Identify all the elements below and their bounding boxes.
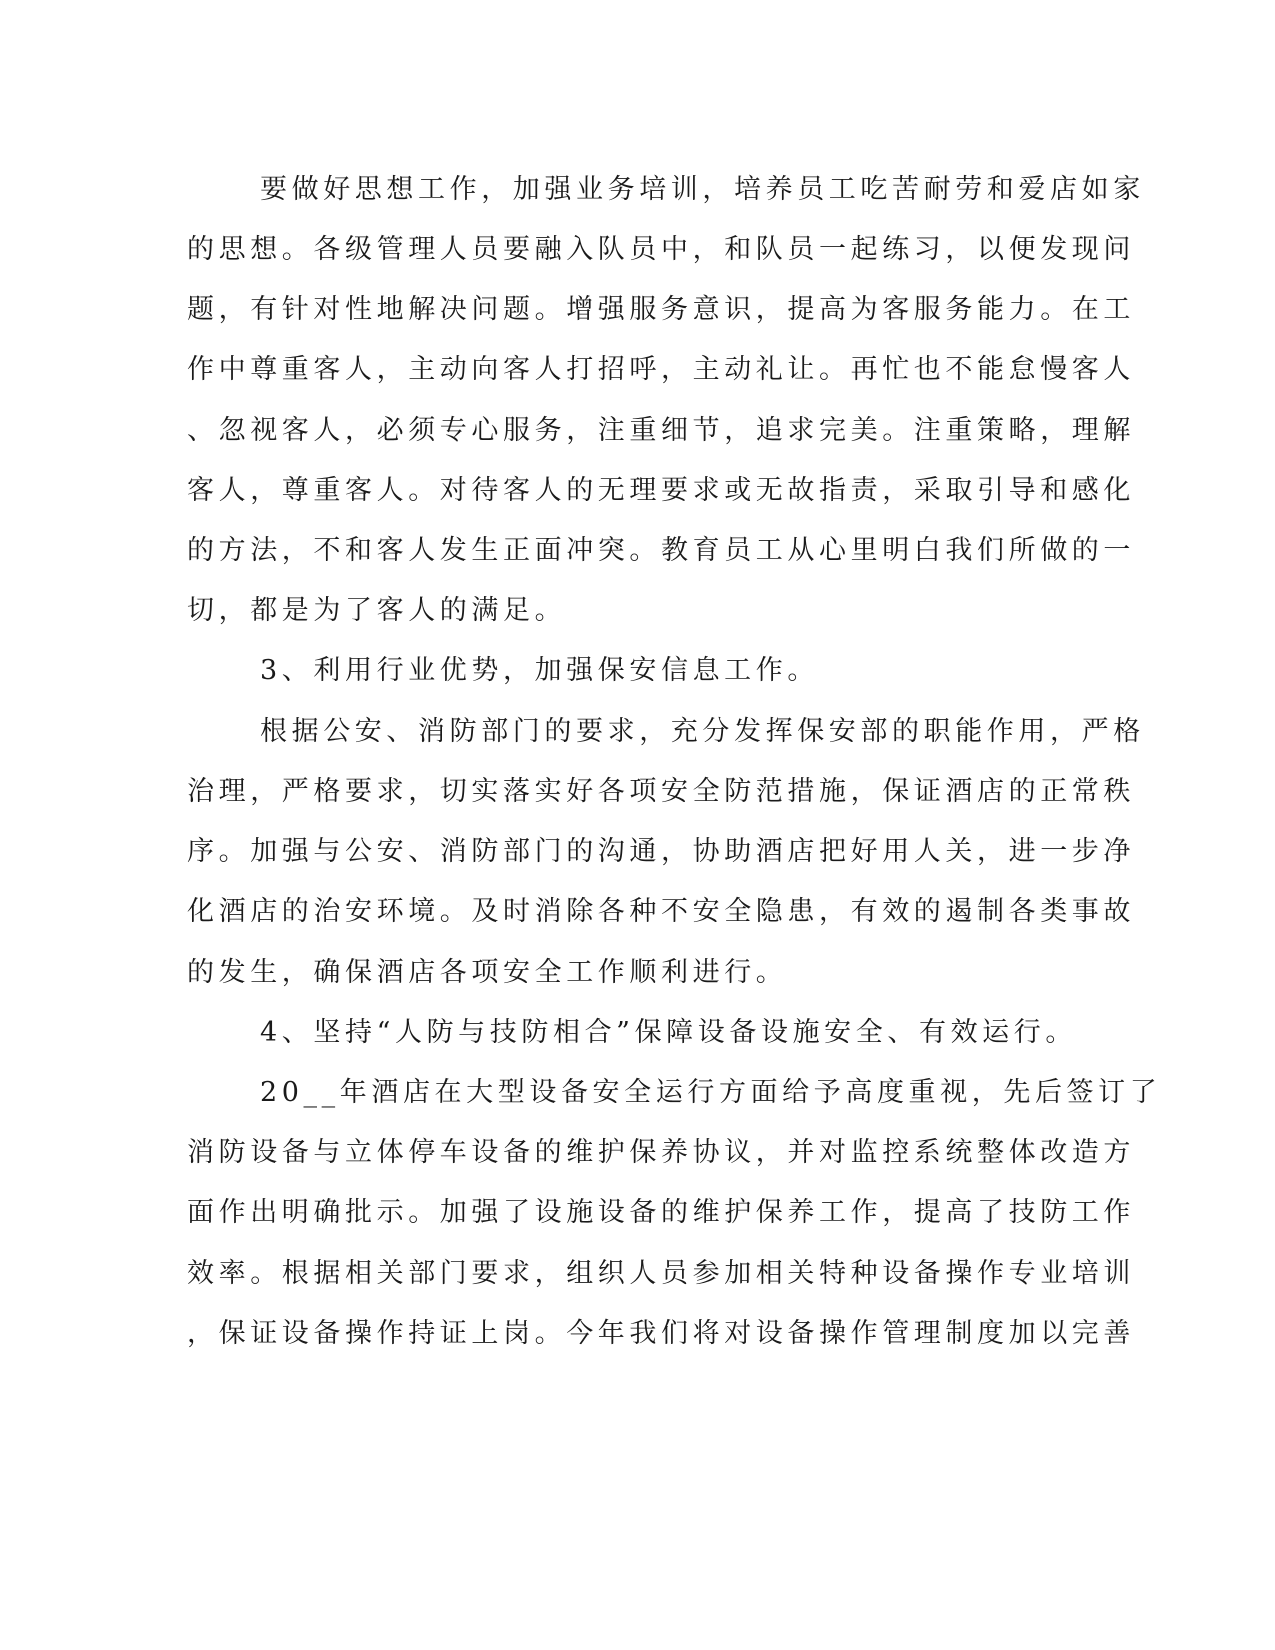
paragraph-line: 切，都是为了客人的满足。 — [187, 595, 567, 626]
paragraph-line: 要做好思想工作，加强业务培训，培养员工吃苦耐劳和爱店如家 — [260, 174, 1145, 205]
paragraph-line: 的思想。各级管理人员要融入队员中，和队员一起练习，以便发现问 — [187, 234, 1135, 265]
paragraph-line: 客人，尊重客人。对待客人的无理要求或无故指责，采取引导和感化 — [187, 475, 1135, 506]
paragraph-line: ，保证设备操作持证上岗。今年我们将对设备操作管理制度加以完善 — [187, 1318, 1135, 1349]
paragraph-line: 20__年酒店在大型设备安全运行方面给予高度重视，先后签订了 — [260, 1077, 1162, 1108]
paragraph-line: 效率。根据相关部门要求，组织人员参加相关特种设备操作专业培训 — [187, 1258, 1135, 1289]
paragraph-line: 的发生，确保酒店各项安全工作顺利进行。 — [187, 957, 788, 988]
paragraph-line: 题，有针对性地解决问题。增强服务意识，提高为客服务能力。在工 — [187, 294, 1135, 325]
section-heading-3: 3、利用行业优势，加强保安信息工作。 — [260, 655, 819, 686]
paragraph-line: 治理，严格要求，切实落实好各项安全防范措施，保证酒店的正常秩 — [187, 776, 1135, 807]
paragraph-line: 作中尊重客人，主动向客人打招呼，主动礼让。再忙也不能怠慢客人 — [187, 354, 1135, 385]
section-heading-4: 4、坚持“人防与技防相合”保障设备设施安全、有效运行。 — [260, 1017, 1077, 1048]
paragraph-line: 消防设备与立体停车设备的维护保养协议，并对监控系统整体改造方 — [187, 1137, 1135, 1168]
paragraph-line: 化酒店的治安环境。及时消除各种不安全隐患，有效的遏制各类事故 — [187, 896, 1135, 927]
paragraph-line: 的方法，不和客人发生正面冲突。教育员工从心里明白我们所做的一 — [187, 535, 1135, 566]
paragraph-line: 序。加强与公安、消防部门的沟通，协助酒店把好用人关，进一步净 — [187, 836, 1135, 867]
paragraph-line: 、忽视客人，必须专心服务，注重细节，追求完美。注重策略，理解 — [187, 415, 1135, 446]
paragraph-line: 面作出明确批示。加强了设施设备的维护保养工作，提高了技防工作 — [187, 1197, 1135, 1228]
paragraph-line: 根据公安、消防部门的要求，充分发挥保安部的职能作用，严格 — [260, 716, 1145, 747]
